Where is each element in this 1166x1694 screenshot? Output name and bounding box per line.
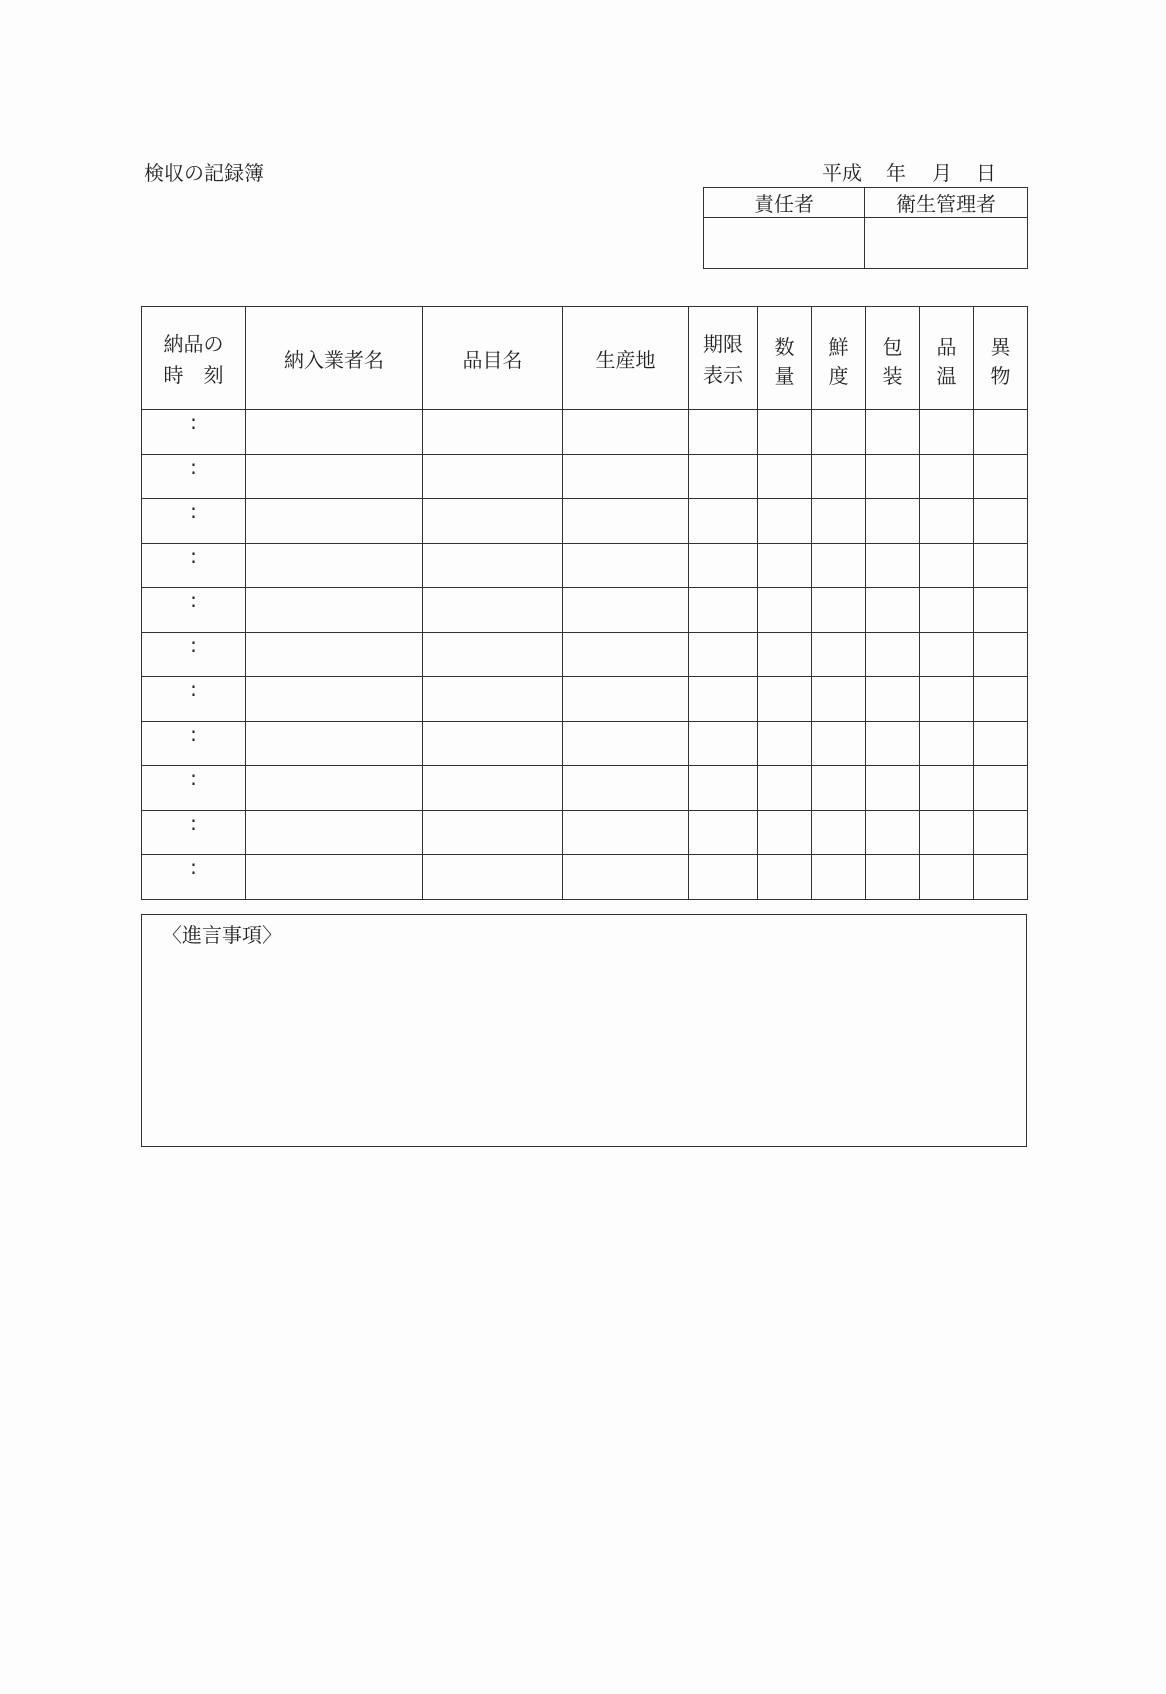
time-cell[interactable]: : (142, 677, 246, 722)
supplier-cell[interactable] (246, 632, 423, 677)
time-cell[interactable]: : (142, 588, 246, 633)
origin-cell[interactable] (563, 543, 689, 588)
packaging-cell[interactable] (866, 855, 920, 900)
header-supplier: 納入業者名 (246, 307, 423, 410)
foreign-matter-cell[interactable] (974, 766, 1028, 811)
freshness-cell[interactable] (812, 855, 866, 900)
time-cell[interactable]: : (142, 499, 246, 544)
packaging-cell[interactable] (866, 454, 920, 499)
origin-cell[interactable] (563, 766, 689, 811)
day-label: 日 (976, 161, 996, 185)
quantity-cell[interactable] (758, 810, 812, 855)
item-cell[interactable] (423, 410, 563, 455)
origin-cell[interactable] (563, 855, 689, 900)
temperature-cell[interactable] (920, 543, 974, 588)
header-packaging (866, 307, 920, 410)
remarks-box[interactable] (141, 914, 1027, 1147)
time-cell[interactable]: : (142, 632, 246, 677)
freshness-cell[interactable] (812, 410, 866, 455)
freshness-cell[interactable] (812, 632, 866, 677)
quantity-cell[interactable] (758, 855, 812, 900)
hygiene-manager-seal-cell[interactable] (865, 218, 1028, 269)
supplier-cell[interactable] (246, 454, 423, 499)
header-origin: 生産地 (563, 307, 689, 410)
remarks-label: 〈進言事項〉 (162, 923, 282, 947)
quantity-cell[interactable] (758, 677, 812, 722)
time-cell[interactable]: : (142, 721, 246, 766)
foreign-matter-cell[interactable] (974, 632, 1028, 677)
quantity-cell[interactable] (758, 454, 812, 499)
inspection-log-table (141, 306, 1028, 900)
supplier-cell[interactable] (246, 410, 423, 455)
table-row (142, 721, 1028, 766)
item-cell[interactable] (423, 588, 563, 633)
table-row (142, 632, 1028, 677)
quantity-cell[interactable] (758, 766, 812, 811)
table-body (142, 410, 1028, 900)
temperature-cell[interactable] (920, 855, 974, 900)
quantity-cell[interactable] (758, 721, 812, 766)
supplier-cell[interactable] (246, 721, 423, 766)
freshness-cell[interactable] (812, 810, 866, 855)
header-packaging-line2: 装 (882, 364, 903, 388)
item-cell[interactable] (423, 499, 563, 544)
freshness-cell[interactable] (812, 543, 866, 588)
header-item: 品目名 (423, 307, 563, 410)
header-foreign-matter-line2: 物 (990, 364, 1011, 388)
item-cell[interactable] (423, 721, 563, 766)
temperature-cell[interactable] (920, 677, 974, 722)
header-quantity-line2: 量 (774, 364, 795, 388)
packaging-cell[interactable] (866, 766, 920, 811)
packaging-cell[interactable] (866, 721, 920, 766)
supplier-cell[interactable] (246, 855, 423, 900)
supplier-cell[interactable] (246, 588, 423, 633)
header-quantity (758, 307, 812, 410)
time-cell[interactable]: : (142, 410, 246, 455)
document-title: 検収の記録簿 (144, 161, 264, 185)
header-freshness-line2: 度 (828, 364, 849, 388)
expiry-cell[interactable] (689, 677, 758, 722)
origin-cell[interactable] (563, 810, 689, 855)
freshness-cell[interactable] (812, 499, 866, 544)
table-header-row (142, 307, 1028, 410)
packaging-cell[interactable] (866, 632, 920, 677)
table-row (142, 410, 1028, 455)
supplier-cell[interactable] (246, 766, 423, 811)
expiry-cell[interactable] (689, 632, 758, 677)
temperature-cell[interactable] (920, 766, 974, 811)
item-cell[interactable] (423, 766, 563, 811)
foreign-matter-cell[interactable] (974, 543, 1028, 588)
responsible-person-header: 責任者 (704, 188, 865, 218)
supplier-cell[interactable] (246, 499, 423, 544)
header-temperature-line1: 品 (936, 335, 957, 359)
item-cell[interactable] (423, 543, 563, 588)
header-expiry-line2: 表示 (703, 363, 743, 387)
supplier-cell[interactable] (246, 810, 423, 855)
origin-cell[interactable] (563, 588, 689, 633)
foreign-matter-cell[interactable] (974, 721, 1028, 766)
foreign-matter-cell[interactable] (974, 855, 1028, 900)
expiry-cell[interactable] (689, 721, 758, 766)
origin-cell[interactable] (563, 410, 689, 455)
temperature-cell[interactable] (920, 721, 974, 766)
freshness-cell[interactable] (812, 721, 866, 766)
header-freshness-line1: 鮮 (828, 335, 849, 359)
origin-cell[interactable] (563, 632, 689, 677)
time-cell[interactable]: : (142, 766, 246, 811)
origin-cell[interactable] (563, 499, 689, 544)
table-row (142, 810, 1028, 855)
month-label: 月 (932, 161, 952, 185)
table-row (142, 499, 1028, 544)
signature-table (703, 187, 1028, 269)
temperature-cell[interactable] (920, 410, 974, 455)
header-expiry-line1: 期限 (703, 332, 743, 356)
header-delivery-time-line1: 納品の (163, 332, 224, 356)
packaging-cell[interactable] (866, 499, 920, 544)
item-cell[interactable] (423, 677, 563, 722)
item-cell[interactable] (423, 454, 563, 499)
expiry-cell[interactable] (689, 588, 758, 633)
header-temperature (920, 307, 974, 410)
header-expiry (689, 307, 758, 410)
packaging-cell[interactable] (866, 410, 920, 455)
table-row (142, 766, 1028, 811)
time-cell[interactable]: : (142, 855, 246, 900)
item-cell[interactable] (423, 810, 563, 855)
origin-cell[interactable] (563, 454, 689, 499)
expiry-cell[interactable] (689, 410, 758, 455)
expiry-cell[interactable] (689, 543, 758, 588)
item-cell[interactable] (423, 855, 563, 900)
supplier-cell[interactable] (246, 543, 423, 588)
foreign-matter-cell[interactable] (974, 410, 1028, 455)
packaging-cell[interactable] (866, 677, 920, 722)
freshness-cell[interactable] (812, 454, 866, 499)
header-temperature-line2: 温 (936, 364, 957, 388)
time-cell[interactable]: : (142, 454, 246, 499)
freshness-cell[interactable] (812, 766, 866, 811)
era-label: 平成 (822, 161, 862, 185)
temperature-cell[interactable] (920, 588, 974, 633)
item-cell[interactable] (423, 632, 563, 677)
expiry-cell[interactable] (689, 855, 758, 900)
packaging-cell[interactable] (866, 810, 920, 855)
quantity-cell[interactable] (758, 632, 812, 677)
freshness-cell[interactable] (812, 588, 866, 633)
foreign-matter-cell[interactable] (974, 588, 1028, 633)
temperature-cell[interactable] (920, 810, 974, 855)
header-foreign-matter-line1: 異 (990, 335, 1011, 359)
header-quantity-line1: 数 (774, 335, 795, 359)
expiry-cell[interactable] (689, 766, 758, 811)
foreign-matter-cell[interactable] (974, 810, 1028, 855)
expiry-cell[interactable] (689, 454, 758, 499)
hygiene-manager-header: 衛生管理者 (865, 188, 1028, 218)
table-row (142, 588, 1028, 633)
expiry-cell[interactable] (689, 499, 758, 544)
quantity-cell[interactable] (758, 499, 812, 544)
quantity-cell[interactable] (758, 410, 812, 455)
responsible-person-seal-cell[interactable] (704, 218, 865, 269)
year-label: 年 (886, 161, 906, 185)
header-delivery-time (142, 307, 246, 410)
time-cell[interactable]: : (142, 810, 246, 855)
origin-cell[interactable] (563, 721, 689, 766)
supplier-cell[interactable] (246, 677, 423, 722)
table-row (142, 677, 1028, 722)
header-packaging-line1: 包 (882, 335, 903, 359)
header-freshness (812, 307, 866, 410)
temperature-cell[interactable] (920, 499, 974, 544)
packaging-cell[interactable] (866, 588, 920, 633)
header-delivery-time-line2: 時 刻 (163, 363, 224, 387)
foreign-matter-cell[interactable] (974, 454, 1028, 499)
packaging-cell[interactable] (866, 543, 920, 588)
origin-cell[interactable] (563, 677, 689, 722)
freshness-cell[interactable] (812, 677, 866, 722)
table-row (142, 855, 1028, 900)
temperature-cell[interactable] (920, 632, 974, 677)
temperature-cell[interactable] (920, 454, 974, 499)
header-foreign-matter (974, 307, 1028, 410)
quantity-cell[interactable] (758, 588, 812, 633)
table-row (142, 543, 1028, 588)
time-cell[interactable]: : (142, 543, 246, 588)
quantity-cell[interactable] (758, 543, 812, 588)
table-row (142, 454, 1028, 499)
foreign-matter-cell[interactable] (974, 499, 1028, 544)
foreign-matter-cell[interactable] (974, 677, 1028, 722)
expiry-cell[interactable] (689, 810, 758, 855)
